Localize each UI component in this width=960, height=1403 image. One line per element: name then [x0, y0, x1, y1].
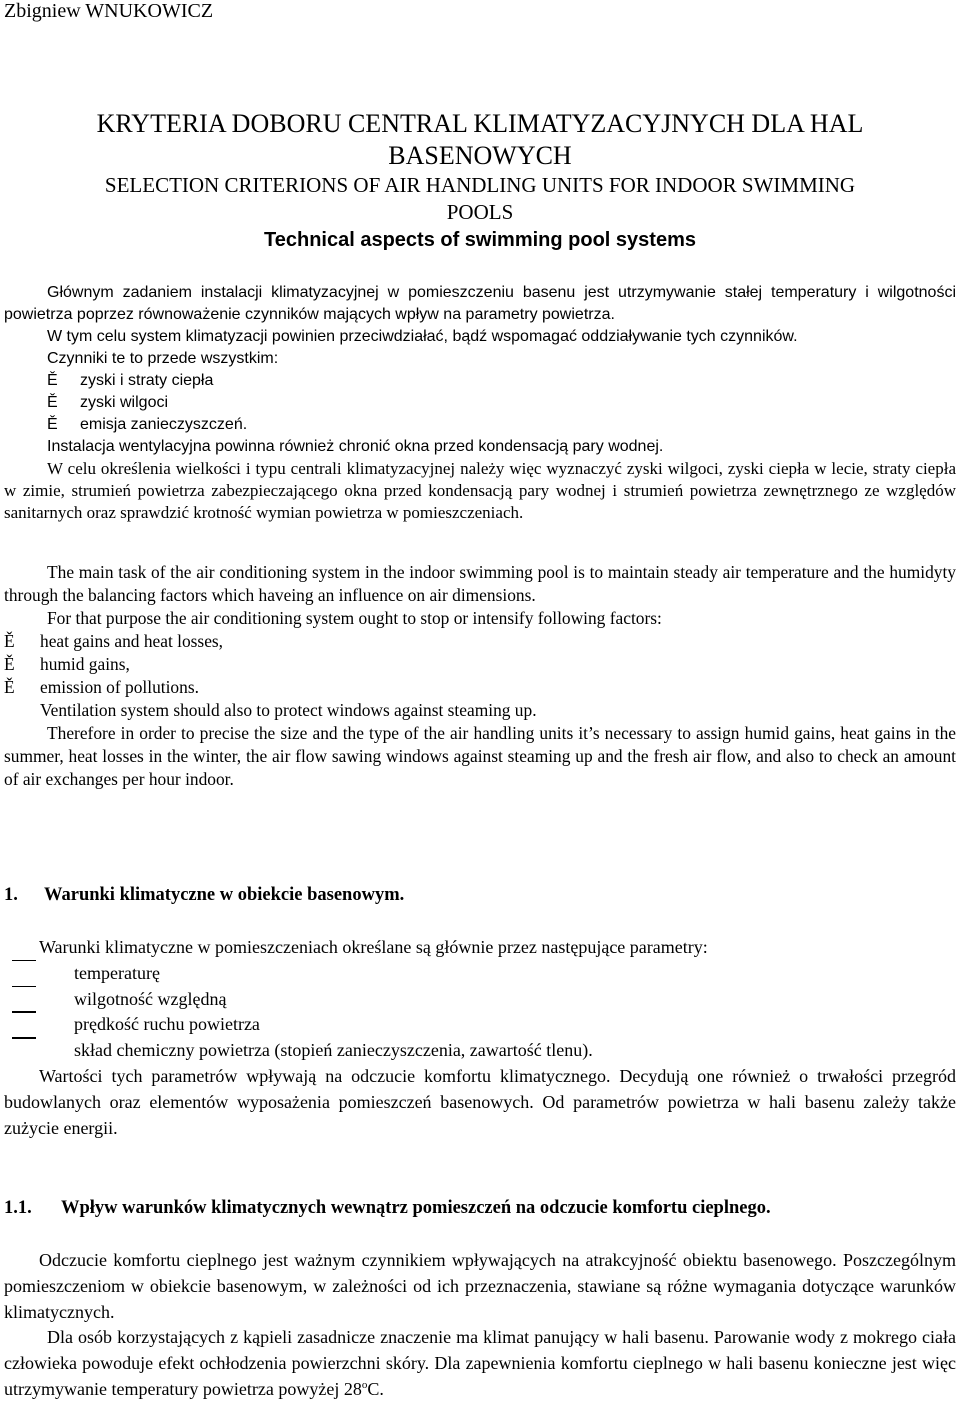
abstract-en-paragraph-3: Ventilation system should also to protect windows against steaming up. — [40, 700, 537, 720]
abstract-pl-paragraph-5: W celu określenia wielkości i typu centrali klimatyzacyjnej należy więc wyznaczyć zyski wilgoci, zyski ciepła w lecie, straty ciepła w zimie, strumień powietrza zabezpieczającego okna przed kondensacją pary wodnej i strumień powietrza zewnętrznego ze względów sanitarnych oraz sprawdzić krotność wymian powietrza w pomieszczeniach. — [4, 459, 956, 522]
author-name: Zbigniew WNUKOWICZ — [4, 0, 214, 22]
section-1-intro: Warunki klimatyczne w pomieszczeniach określane są głównie przez następujące parametry: — [39, 937, 708, 957]
abstract-pl-paragraph-1: Głównym zadaniem instalacji klimatyzacyjnej w pomieszczeniu basenu jest utrzymywanie stałej temperatury i wilgotności powietrza poprzez równoważenie czynników mających wpływ na parametry powietrza. — [4, 284, 956, 323]
title-polish-line2: BASENOWYCH — [388, 141, 572, 170]
parameter-item — [4, 1012, 956, 1038]
section-1-paragraph-2: Wartości tych parametrów wpływają na odczucie komfortu klimatycznego. Decydują one również o trwałości przegród budowlanych oraz elementów wyposażenia pomieszczeń basenowych. Od parametrów powietrza w hali basenu zależy także zużycie energii. — [4, 1065, 956, 1138]
bullet-text: humid gains, — [40, 654, 130, 674]
section-1-body — [4, 935, 956, 1141]
section-1-1-paragraph-2 — [4, 1325, 956, 1402]
section-1-1-heading — [4, 1198, 771, 1219]
parameter-item — [4, 1038, 956, 1064]
abstract-pl-paragraph-3: Czynniki te to przede wszystkim: — [47, 350, 279, 367]
section-number: 1. — [4, 885, 18, 905]
abstract-en-bullet — [4, 630, 956, 653]
bullet-marker: Ě — [47, 416, 58, 433]
dash-marker — [12, 1011, 36, 1013]
abstract-en-paragraph-1: The main task of the air conditioning system in the indoor swimming pool is to maintain steady air temperature and the humidyty through the balancing factors which haveing an influence on air dimensions. — [4, 562, 956, 605]
section-number: 1.1. — [4, 1198, 32, 1218]
bullet-marker: Ě — [47, 394, 58, 411]
parameter-text: temperaturę — [74, 962, 160, 983]
parameter-item — [4, 961, 956, 987]
subtitle: Technical aspects of swimming pool systems — [264, 229, 696, 251]
abstract-en-paragraph-2: For that purpose the air conditioning system ought to stop or intensify following factors: — [47, 608, 662, 628]
parameter-text: wilgotność względną — [74, 988, 227, 1009]
title-polish-line1: KRYTERIA DOBORU CENTRAL KLIMATYZACYJNYCH DLA HAL — [96, 109, 864, 138]
abstract-pl-paragraph-4: Instalacja wentylacyjna powinna również chronić okna przed kondensacją pary wodnej. — [47, 438, 664, 455]
abstract-pl-paragraph-2: W tym celu system klimatyzacji powinien przeciwdziałać, bądź wspomagać oddziaływanie tych czynników. — [47, 328, 798, 345]
abstract-polish — [4, 282, 956, 524]
bullet-text: zyski i straty ciepła — [80, 372, 214, 389]
section-1-1-body — [4, 1248, 956, 1403]
dash-marker — [12, 986, 36, 988]
abstract-pl-bullet — [4, 414, 956, 436]
section-title: Wpływ warunków klimatycznych wewnątrz pomieszczeń na odczucie komfortu cieplnego. — [61, 1198, 771, 1218]
title-english-line2: POOLS — [446, 200, 514, 224]
bullet-text: heat gains and heat losses, — [40, 631, 224, 651]
parameter-item — [4, 987, 956, 1013]
abstract-en-paragraph-4: Therefore in order to precise the size and the type of the air handling units it’s necessary to assign humid gains, heat gains in the summer, heat losses in the winter, the air flow sawing windows against steaming up and the fresh air flow, and also to check an amount of air exchanges per hour indoor. — [4, 723, 956, 789]
bullet-marker: Ě — [4, 654, 15, 674]
bullet-marker: Ě — [4, 677, 15, 697]
bullet-text: zyski wilgoci — [80, 394, 169, 411]
section-1-heading — [4, 885, 404, 906]
bullet-text: emisja zanieczyszczeń. — [80, 416, 248, 433]
parameter-text: skład chemiczny powietrza (stopień zanieczyszczenia, zawartość tlenu). — [74, 1040, 593, 1061]
abstract-pl-bullet — [4, 370, 956, 392]
bullet-marker: Ě — [47, 372, 58, 389]
section-1-1-paragraph-1: Odczucie komfortu cieplnego jest ważnym czynnikiem wpływających na atrakcyjność obiektu basenowego. Poszczególnym pomieszczeniom w obiekcie basenowym, w zależności od ich przeznaczenia, stawiane są różne wymagania dotyczące warunków klimatycznych. — [4, 1250, 956, 1322]
dash-marker — [12, 960, 36, 962]
abstract-english — [4, 561, 956, 791]
abstract-en-bullet — [4, 653, 956, 676]
abstract-pl-bullet — [4, 392, 956, 414]
bullet-text: emission of pollutions. — [40, 677, 199, 697]
dash-marker — [12, 1037, 36, 1039]
title-block — [0, 108, 960, 254]
paragraph-text-end: C. — [367, 1378, 384, 1399]
section-title: Warunki klimatyczne w obiekcie basenowym. — [44, 885, 405, 905]
degree-superscript: o — [361, 1378, 368, 1391]
title-english-line1: SELECTION CRITERIONS OF AIR HANDLING UNITS FOR INDOOR SWIMMING — [104, 173, 856, 197]
paragraph-text: Dla osób korzystających z kąpieli zasadnicze znaczenie ma klimat panujący w hali basenu. Parowanie wody z mokrego ciała człowieka powoduje efekt ochłodzenia powierzchni skóry. Dla zapewnienia komfortu cieplnego w hali basenu konieczne jest więc utrzymywanie temperatury powietrza powyżej 28 — [4, 1327, 956, 1399]
parameter-text: prędkość ruchu powietrza — [74, 1014, 260, 1035]
abstract-en-bullet — [4, 676, 956, 699]
bullet-marker: Ě — [4, 631, 15, 651]
